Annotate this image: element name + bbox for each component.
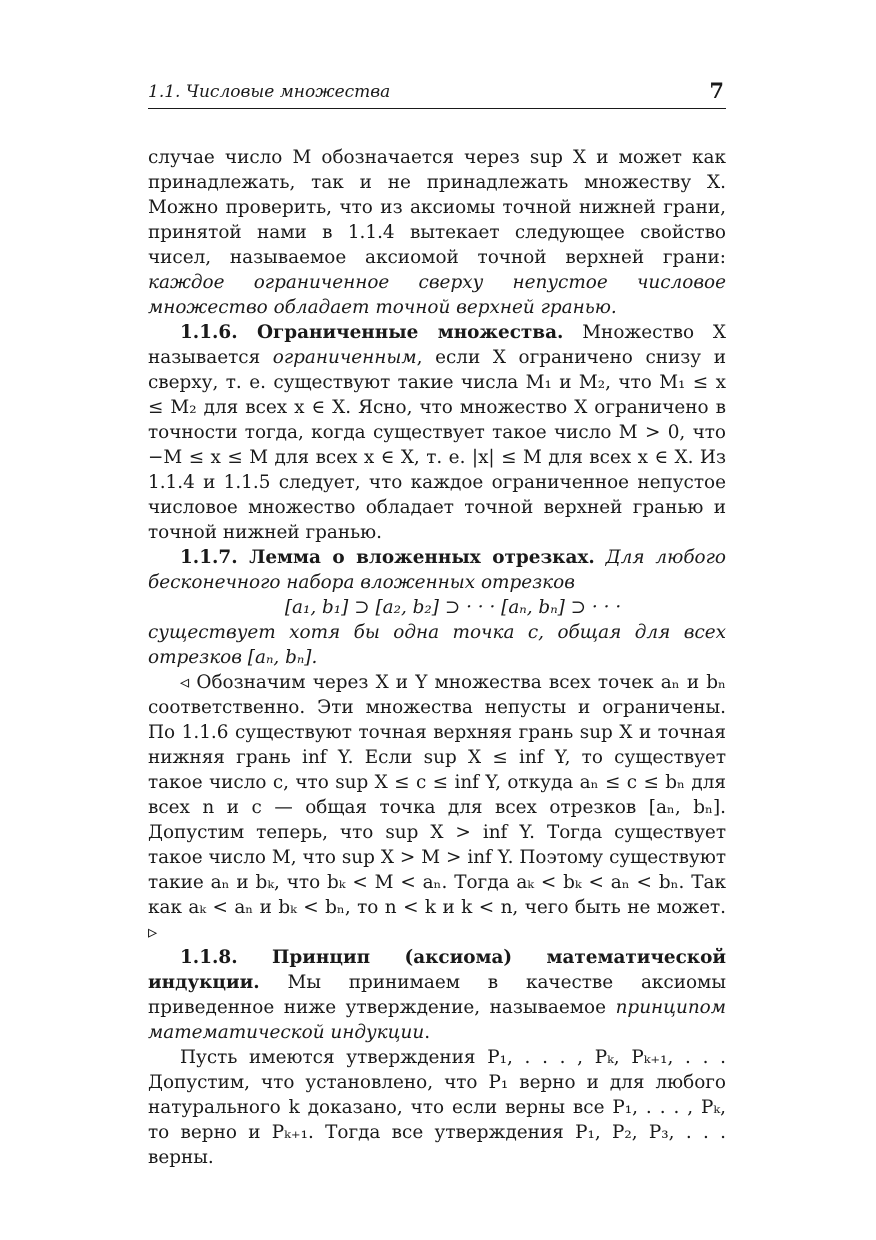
section-text: Множество X называется [148,322,726,368]
nested-intervals-formula: [a₁, b₁] ⊃ [a₂, b₂] ⊃ · · · [aₙ, bₙ] ⊃ · · · [284,597,622,618]
induction-principle: Пусть имеются утверждения P₁, . . . , Pₖ, Pₖ₊₁, . . . Допустим, что установлено, что P₁ верно и для любого натурального k доказано, что если верны все P₁, . . . , Pₖ, то верно и Pₖ₊₁. Тогда все утверждения P₁, P₂, P₃, . . . верны. [148,1047,726,1168]
term-induction: принципом математической индукции [148,997,726,1043]
section-text-end: . [424,1022,431,1043]
section-heading: 1.1.7. Лемма о вложенных отрезках. [180,547,595,568]
running-header [148,80,726,109]
section-1-1-8 [148,945,726,1045]
page-number: 7 [709,78,724,103]
section-text-cont: , если X ограничено снизу и сверху, т. е. существуют такие числа M₁ и M₂, что M₁ ≤ x ≤ M₂ для всех x ∈ X. Ясно, что множество X ограничено в точности тогда, когда существует такое число M > 0, что −M ≤ x ≤ M для всех x ∈ X, т. е. |x| ≤ M для всех x ∈ X. Из 1.1.4 и 1.1.5 следует, что каждое ограниченное непустое числовое множество обладает точной верхней гранью и точной нижней гранью. [148,347,726,543]
section-heading: 1.1.8. Принцип (аксиома) математической индукции. [148,947,726,993]
paragraph-sup-definition [148,145,726,320]
section-1-1-6 [148,320,726,545]
lemma-conclusion: существует хотя бы одна точка c, общая для всех отрезков [aₙ, bₙ]. [148,622,726,668]
section-text: Мы принимаем в качестве аксиомы приведенное ниже утверждение, называемое [148,972,726,1018]
axiom-statement: каждое ограниченное сверху непустое числовое множество обладает точной верхней гранью. [148,272,726,318]
proof-paragraph: ◃ Обозначим через X и Y множества всех точек aₙ и bₙ соответственно. Эти множества непусты и ограничены. По 1.1.6 существуют точная верхняя грань sup X и точная нижняя грань inf Y. Если sup X ≤ inf Y, то существует такое число c, что sup X ≤ c ≤ inf Y, откуда aₙ ≤ c ≤ bₙ для всех n и c — общая точка для всех отрезков [aₙ, bₙ]. Допустим теперь, что sup X > inf Y. Тогда существует такое число M, что sup X > M > inf Y. Поэтому существуют такие aₙ и bₖ, что bₖ < M < aₙ. Тогда aₖ < bₖ < aₙ < bₙ. Так как aₖ < aₙ и bₖ < bₙ, то n < k и k < n, чего быть не может. ▹ [148,672,726,943]
paragraph-text: случае число M обозначается через sup X и может как принадлежать, так и не принадлежать множеству X. Можно проверить, что из аксиомы точной нижней грани, принятой нами в 1.1.4 вытекает следующее свойство чисел, называемое аксиомой точной верхней грани: [148,147,726,268]
term-bounded: ограниченным [272,347,417,368]
section-1-1-7 [148,545,726,595]
page-body [148,145,726,1170]
lemma-statement: Для любого бесконечного набора вложенных отрезков [148,547,726,593]
lemma-statement-cont [148,620,726,670]
section-heading: 1.1.6. Ограниченные множества. [180,322,564,343]
running-title: 1.1. Числовые множества [148,82,391,102]
